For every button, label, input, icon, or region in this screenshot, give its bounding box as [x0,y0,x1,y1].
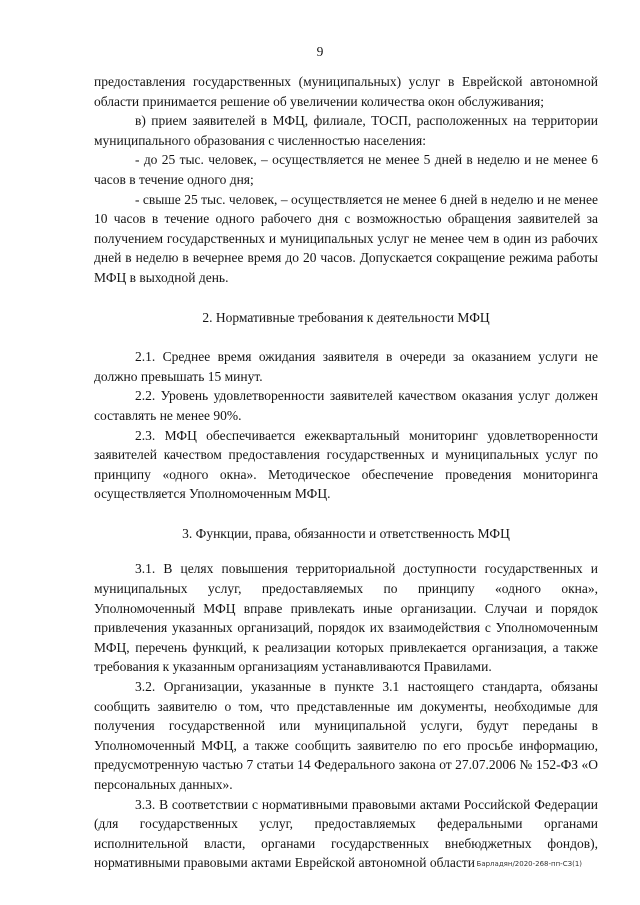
paragraph-2-2: 2.2. Уровень удовлетворенности заявителей качеством оказания услуг должен составлять не менее 90%. [94,388,598,423]
paragraph-bullet-over-25k: - свыше 25 тыс. человек, – осуществляется не менее 6 дней в неделю и не менее 10 часов в течение одного рабочего дня с возможностью обращения заявителей за получением государственных и муниципальных услуг не менее чем в один из рабочих дней в неделю в вечернее время до 20 часов. Допускается сокращение режима работы МФЦ в выходной день. [94,191,598,285]
paragraph-bullet-under-25k: - до 25 тыс. человек, – осуществляется не менее 5 дней в неделю и не менее 6 часов в течение одного дня; [94,152,598,187]
paragraph-3-1: 3.1. В целях повышения территориальной доступности государственных и муниципальных услуг, предоставляемых по принципу «одного окна», Уполномоченный МФЦ вправе привлекать иные организации. Случаи и порядок привлечения указанных организаций, порядок их взаимодействия с Уполномоченным МФЦ, перечень функций, к реализации которых привлекается организация, а также требования к указанным организациям устанавливаются Правилами. [94,561,598,675]
paragraph-2-1: 2.1. Среднее время ожидания заявителя в очереди за оказанием услуги не должно превышать 15 минут. [94,349,598,384]
paragraph-3-3: 3.3. В соответствии с нормативными правовыми актами Российской Федерации (для государственных услуг, предоставляемых федеральными органами исполнительной власти, органами государственных внебюджетных фондов), нормативными правовыми актами Еврейской автономной области [94,796,598,871]
paragraph-3-2: 3.2. Организации, указанные в пункте 3.1 настоящего стандарта, обязаны сообщить заявителю о том, что представленные им документы, необходимые для получения государственной или муниципальной услуги, будут переданы в Уполномоченный МФЦ, а также сообщить заявителю по его просьбе информацию, предусмотренную частью 7 статьи 14 Федерального закона от 27.07.2006 № 152-ФЗ «О персональных данных». [94,679,598,792]
paragraph-item-v: в) прием заявителей в МФЦ, филиале, ТОСП, расположенных на территории муниципального образования с численностью населения: [94,113,598,148]
section-heading-3: 3. Функции, права, обязанности и ответственность МФЦ [182,525,510,541]
paragraph-2-3: 2.3. МФЦ обеспечивается ежеквартальный мониторинг удовлетворенности заявителей качеством предоставления государственных и муниципальных услуг по принципу «одного окна». Методическое обеспечение проведения мониторинга осуществляется Уполномоченным МФЦ. [94,427,598,502]
paragraph-continuation: предоставления государственных (муниципальных) услуг в Еврейской автономной области принимается решение об увеличении количества окон обслуживания; [94,74,598,109]
section-heading-2: 2. Нормативные требования к деятельности МФЦ [202,309,490,325]
footer-document-code: Барладян/2020-268-пп-СЗ(1) [476,860,582,868]
page-number: 9 [316,44,324,59]
document-body [94,72,598,873]
